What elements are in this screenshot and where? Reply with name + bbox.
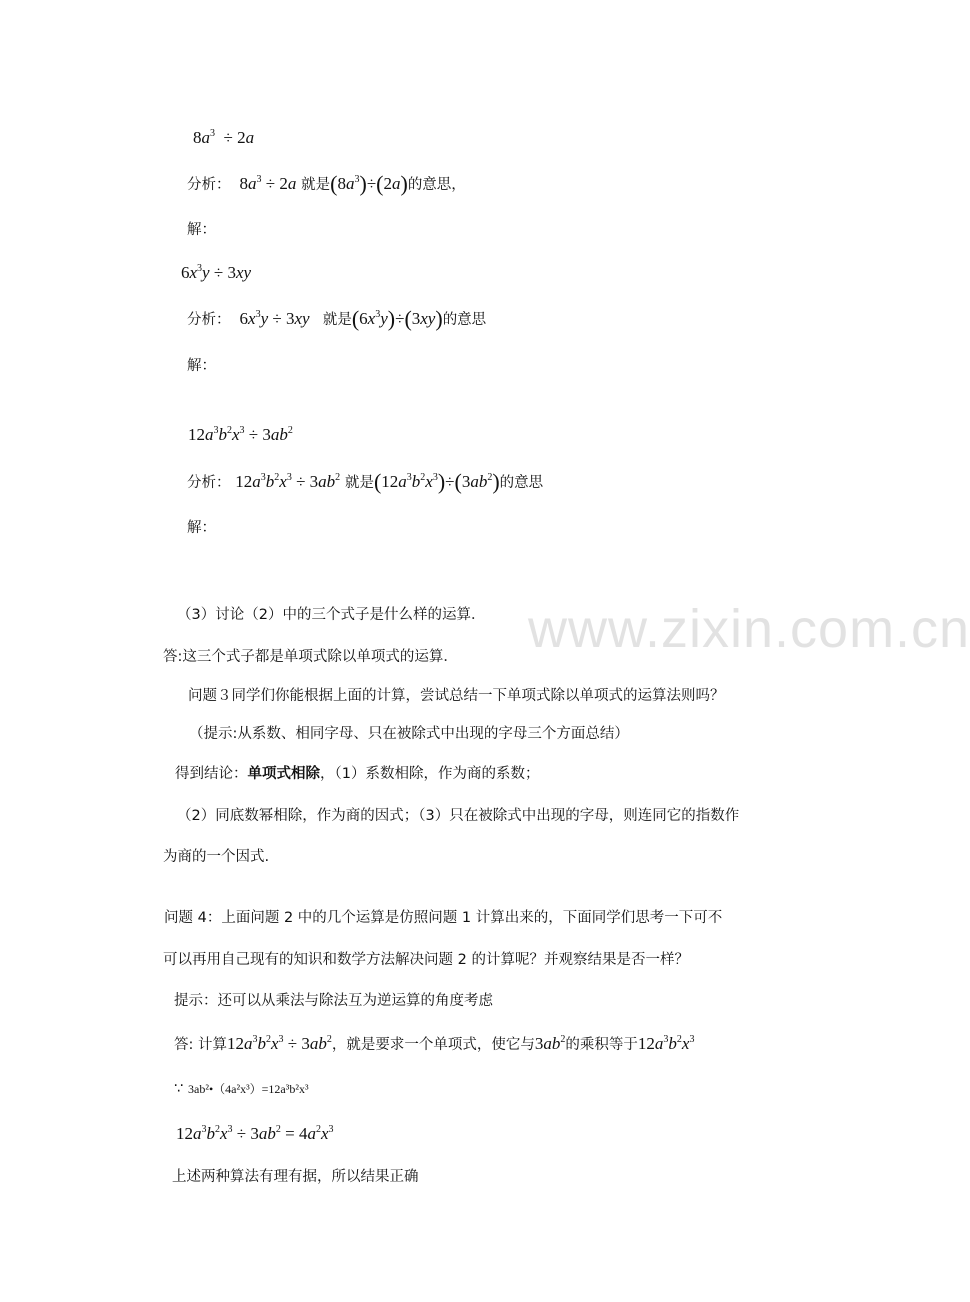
example-2-analysis: 分析： $6x^3y \div 3xy$ 就是$(6x^3y)\div(3xy)$的意思: [187, 306, 487, 331]
example-3-expression: $12a^3b^2x^3 \div 3ab^2$: [188, 425, 293, 444]
example-1-solve-label: 解：: [187, 222, 216, 238]
final-equation: $12a^3b^2x^3 \div 3ab^2 = 4a^2x^3$: [176, 1124, 334, 1143]
discussion-question: （3）讨论（2）中的三个式子是什么样的运算．: [177, 607, 486, 623]
because-statement: ∵ 3ab²•（4a²x³）=12a³b²x³: [174, 1081, 309, 1097]
discussion-answer: 答:这三个式子都是单项式除以单项式的运算．: [163, 649, 458, 665]
example-1-expression: $8a^3 \div 2a$: [193, 128, 255, 147]
conclusion-line-1: 得到结论：单项式相除，（1）系数相除，作为商的系数；: [175, 766, 540, 782]
question-4-line-1: 问题 4：上面问题 2 中的几个运算是仿照问题 1 计算出来的，下面同学们思考一下可不: [164, 910, 723, 926]
question-4-line-2: 可以再用自己现有的知识和数学方法解决问题 2 的计算呢？并观察结果是否一样？: [163, 952, 689, 968]
conclusion-line-3: 为商的一个因式.: [163, 849, 270, 865]
question-4-hint: 提示：还可以从乘法与除法互为逆运算的角度考虑: [174, 993, 493, 1009]
watermark: www.zixin.com.cn: [528, 599, 970, 659]
question-3-hint: （提示:从系数、相同字母、只在被除式中出现的字母三个方面总结）: [189, 726, 629, 742]
conclusion-correct: 上述两种算法有理有据，所以结果正确: [172, 1169, 419, 1185]
example-1-analysis: 分析： $8a^3 \div 2a$ 就是$(8a^3)\div(2a)$的意思，: [187, 171, 466, 196]
example-2-solve-label: 解：: [187, 358, 216, 374]
example-2-expression: $6x^3y \div 3xy$: [181, 263, 252, 282]
conclusion-line-2: （2）同底数幂相除，作为商的因式；（3）只在被除式中出现的字母，则连同它的指数作: [177, 808, 740, 824]
question-3: 问题３同学们你能根据上面的计算，尝试总结一下单项式除以单项式的运算法则吗？: [188, 688, 725, 704]
example-3-solve-label: 解：: [187, 520, 216, 536]
example-3-analysis: 分析： $12a^3b^2x^3 \div 3ab^2$ 就是$(12a^3b^2x^3)\div(3ab^2)$的意思: [187, 469, 544, 494]
answer-explanation: 答: 计算$12a^3b^2x^3 \div 3ab^2$，就是要求一个单项式，使它与$3ab^2$的乘积等于$12a^3b^2x^3$: [174, 1034, 695, 1053]
